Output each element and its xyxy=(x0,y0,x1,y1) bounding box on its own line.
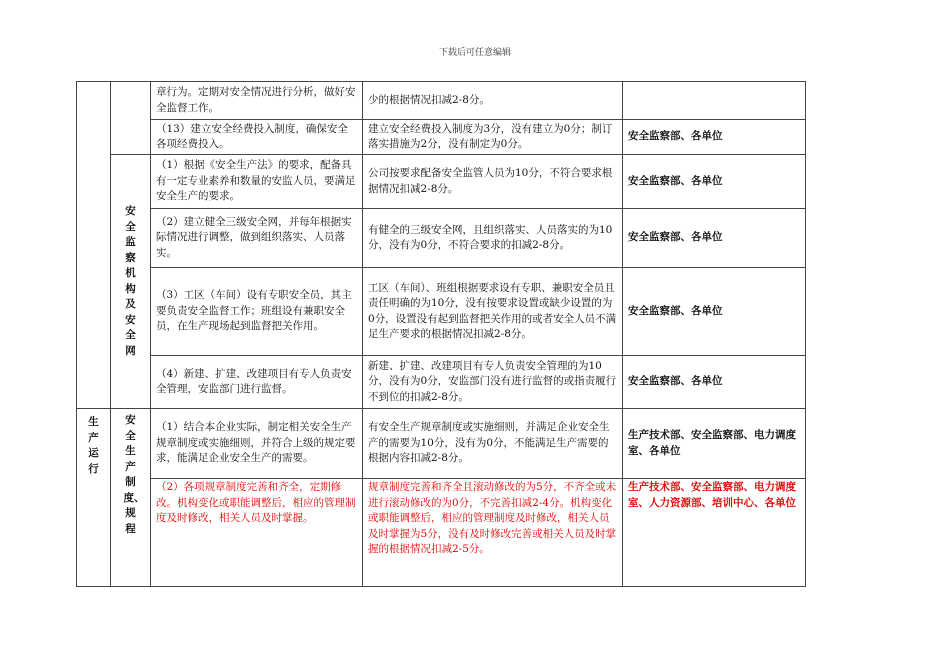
scoring-cell: 公司按要求配备安全监管人员为10分，不符合要求根据情况扣减2-8分。 xyxy=(363,155,623,209)
subcategory-cell-empty xyxy=(111,82,151,155)
department-cell: 安全监察部、各单位 xyxy=(623,356,806,409)
scoring-cell: 工区（车间）、班组根据要求设有专职、兼职安全员且责任明确的为10分，没有按要求设置或缺少设置的为0分，设置没有起到监督把关作用的或者安全人员不满足生产要求的根据情况扣减2-8分。 xyxy=(363,268,623,356)
department-cell: 安全监察部、各单位 xyxy=(623,209,806,268)
department-cell xyxy=(623,82,806,120)
department-cell: 安全监察部、各单位 xyxy=(623,268,806,356)
requirement-cell: （4）新建、扩建、改建项目有专人负责安全管理，安监部门进行监督。 xyxy=(151,356,363,409)
table-row xyxy=(77,409,806,479)
subcategory-cell xyxy=(111,155,151,409)
requirement-cell: （2）各项规章制度完善和齐全，定期修改。机构变化或职能调整后，相应的管理制度及时修改，相关人员及时掌握。 xyxy=(151,479,363,587)
table-row xyxy=(77,356,806,409)
requirement-cell: （1）根据《安全生产法》的要求，配备具有一定专业素养和数量的安监人员，要满足安全生产的要求。 xyxy=(151,155,363,209)
requirement-cell: （13）建立安全经费投入制度，确保安全各项经费投入。 xyxy=(151,120,363,155)
subcategory-label: 安全监察机构及安全网 xyxy=(125,205,136,357)
subcategory-cell xyxy=(111,409,151,587)
category-cell xyxy=(77,409,111,587)
subcategory-label: 安全生产制度、规程 xyxy=(123,414,145,535)
table-row xyxy=(77,268,806,356)
table-row xyxy=(77,155,806,209)
page-header-note: 下载后可任意编辑 xyxy=(438,48,511,58)
scoring-cell: 新建、扩建、改建项目有专人负责安全管理的为10分，没有为0分，安监部门没有进行监督的或指责履行不到位的扣减2-8分。 xyxy=(363,356,623,409)
scoring-cell: 有健全的三级安全网，且组织落实、人员落实的为10分，没有为0分，不符合要求的扣减2-8分。 xyxy=(363,209,623,268)
table-row xyxy=(77,479,806,587)
requirement-cell: （1）结合本企业实际，制定相关安全生产规章制度或实施细则，并符合上级的规定要求，能满足企业安全生产的需要。 xyxy=(151,409,363,479)
requirement-cell: （2）建立健全三级安全网，并每年根据实际情况进行调整，做到组织落实、人员落实。 xyxy=(151,209,363,268)
scoring-cell: 规章制度完善和齐全且滚动修改的为5分，不齐全或未进行滚动修改的为0分，不完善扣减2-4分。机构变化或职能调整后，相应的管理制度及时修改，相关人员及时掌握为5分，没有及时修改完善或相关人员及时掌握的根据情况扣减2-5分。 xyxy=(363,479,623,587)
table-row xyxy=(77,209,806,268)
scoring-cell: 建立安全经费投入制度为3分，没有建立为0分；制订落实措施为2分，没有制定为0分。 xyxy=(363,120,623,155)
table-row xyxy=(77,120,806,155)
assessment-table xyxy=(76,81,806,587)
category-label: 生产运行 xyxy=(88,416,99,475)
category-cell-empty xyxy=(77,82,111,409)
scoring-cell: 有安全生产规章制度或实施细则，并满足企业安全生产的需要为10分，没有为0分，不能满足生产需要的根据内容扣减2-8分。 xyxy=(363,409,623,479)
department-cell: 安全监察部、各单位 xyxy=(623,155,806,209)
department-cell: 生产技术部、安全监察部、电力调度室、各单位 xyxy=(623,409,806,479)
scoring-cell: 少的根据情况扣减2-8分。 xyxy=(363,82,623,120)
requirement-cell: 章行为。定期对安全情况进行分析，做好安全监督工作。 xyxy=(151,82,363,120)
table-row xyxy=(77,82,806,120)
requirement-cell: （3）工区（车间）设有专职安全员，其主要负责安全监督工作；班组设有兼职安全员，在生产现场起到监督把关作用。 xyxy=(151,268,363,356)
department-cell: 安全监察部、各单位 xyxy=(623,120,806,155)
department-cell: 生产技术部、安全监察部、电力调度室、人力资源部、培训中心、各单位 xyxy=(623,479,806,587)
